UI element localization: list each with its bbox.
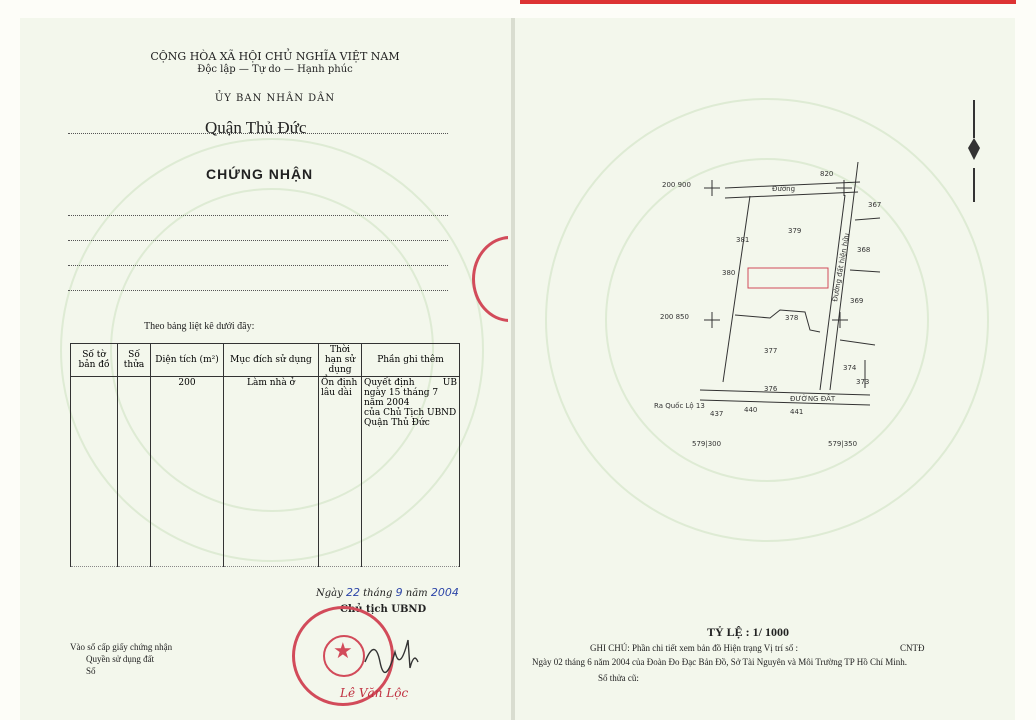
footer-note-a: GHI CHÚ: Phần chi tiết xem bản đồ Hiện trạng Vị trí số : [590, 643, 799, 653]
district-name: Quận Thủ Đức [205, 118, 307, 137]
dotted-line [68, 215, 448, 216]
parcel-label: 381 [736, 236, 750, 244]
parcel-label: 377 [764, 347, 778, 355]
parcel-label: 379 [788, 227, 802, 235]
coord-label: 200 900 [662, 181, 691, 189]
month-label: tháng [363, 588, 393, 599]
north-arrow-icon [962, 98, 986, 206]
parcel-label: 368 [857, 246, 871, 254]
parcel-boundary [723, 196, 750, 382]
signature-scribble [360, 632, 420, 676]
top-edge-strip [520, 0, 1016, 4]
parcel-label: 376 [764, 385, 778, 393]
parcel-label: 378 [785, 314, 799, 322]
date-day: 22 [345, 586, 360, 599]
road-label: Đường [772, 185, 796, 193]
col-term: Thời hạn sử dụng [319, 344, 362, 377]
dotted-line [68, 240, 448, 241]
col-map-sheet: Số tờ bản đồ [71, 344, 118, 377]
col-parcel: Số thửa [118, 344, 151, 377]
col-purpose: Mục đích sử dụng [224, 344, 319, 377]
parcel-label: 373 [856, 378, 870, 386]
term-line-2: lâu dài [321, 388, 352, 398]
coord-label: 579|300 [692, 440, 722, 448]
road-label: Đường đất hiện hữu [831, 232, 852, 303]
parcel-boundary [850, 270, 880, 272]
cell-parcel [118, 377, 151, 567]
note-decision: Quyết định [364, 378, 415, 388]
signing-date [316, 586, 459, 599]
footer-note-b: Ngày 02 tháng 6 năm 2004 của Đoàn Đo Đạc Bản Đồ, Sở Tài Nguyên và Môi Trường TP Hồ Chí Minh. [532, 657, 907, 667]
cell-map-sheet [71, 377, 118, 567]
motto: Độc lập — Tự do — Hạnh phúc [197, 64, 353, 75]
road-bottom-line [700, 390, 870, 395]
footer-note-a-end: CNTĐ [900, 643, 925, 653]
note-line-4: Quận Thủ Đức [364, 418, 430, 428]
star-icon: ★ [333, 639, 353, 664]
parcel-label: 440 [744, 406, 758, 414]
note-line-1 [364, 378, 457, 388]
subject-parcel [748, 268, 828, 288]
table-row [71, 377, 460, 567]
date-month: 9 [395, 586, 403, 599]
road-label: Ra Quốc Lộ 13 [654, 402, 705, 410]
parcel-boundary [855, 218, 880, 220]
registry-line-2: Quyền sử dụng đất [86, 654, 155, 664]
coord-label: 579|350 [828, 440, 858, 448]
year-label: năm [405, 588, 428, 599]
parcel-label: 820 [820, 170, 834, 178]
term-line-1: Ổn định [321, 378, 358, 388]
map-scale: TỶ LỆ : 1/ 1000 [707, 625, 790, 639]
parcel-boundary [735, 310, 820, 332]
parcel-label: 441 [790, 408, 804, 416]
cell-term [319, 377, 362, 567]
registry-line-3: Số [86, 666, 96, 676]
parcel-boundary [840, 340, 875, 345]
signer-title: Chủ tịch UBND [340, 604, 427, 615]
land-register-table [70, 343, 460, 567]
cell-purpose: Làm nhà ở [224, 377, 319, 567]
parcel-label: 369 [850, 297, 864, 305]
parcel-map [640, 160, 900, 460]
parcel-label: 437 [710, 410, 724, 418]
certificate-heading: CHỨNG NHẬN [206, 166, 314, 182]
col-notes: Phần ghi thêm [362, 344, 460, 377]
signer-name: Lê Văn Lộc [340, 686, 409, 700]
road-label: ĐƯỜNG ĐẤT [790, 395, 836, 403]
dotted-line [68, 265, 448, 266]
road-bottom-line [700, 400, 870, 405]
note-line-2: ngày 15 tháng 7 năm 2004 [364, 388, 439, 408]
date-prefix: Ngày [316, 588, 343, 599]
registry-line-1: Vào sổ cấp giấy chứng nhận [70, 642, 173, 652]
note-line-3: của Chủ Tịch UBND [364, 408, 457, 418]
cell-area: 200 [151, 377, 224, 567]
dotted-line [68, 290, 448, 291]
list-intro: Theo bảng liệt kê dưới đây: [144, 321, 255, 332]
parcel-label: 367 [868, 201, 882, 209]
col-area: Diện tích (m²) [151, 344, 224, 377]
cell-notes [362, 377, 460, 567]
parcel-label: 380 [722, 269, 736, 277]
nation-title: CỘNG HÒA XÃ HỘI CHỦ NGHĨA VIỆT NAM [150, 50, 400, 63]
footer-note-c: Số thửa cũ: [598, 673, 639, 683]
note-ub: UB [442, 378, 457, 388]
date-year: 2004 [430, 586, 459, 599]
committee-title: ỦY BAN NHÂN DÂN [214, 93, 336, 104]
parcel-label: 374 [843, 364, 857, 372]
coord-label: 200 850 [660, 313, 689, 321]
